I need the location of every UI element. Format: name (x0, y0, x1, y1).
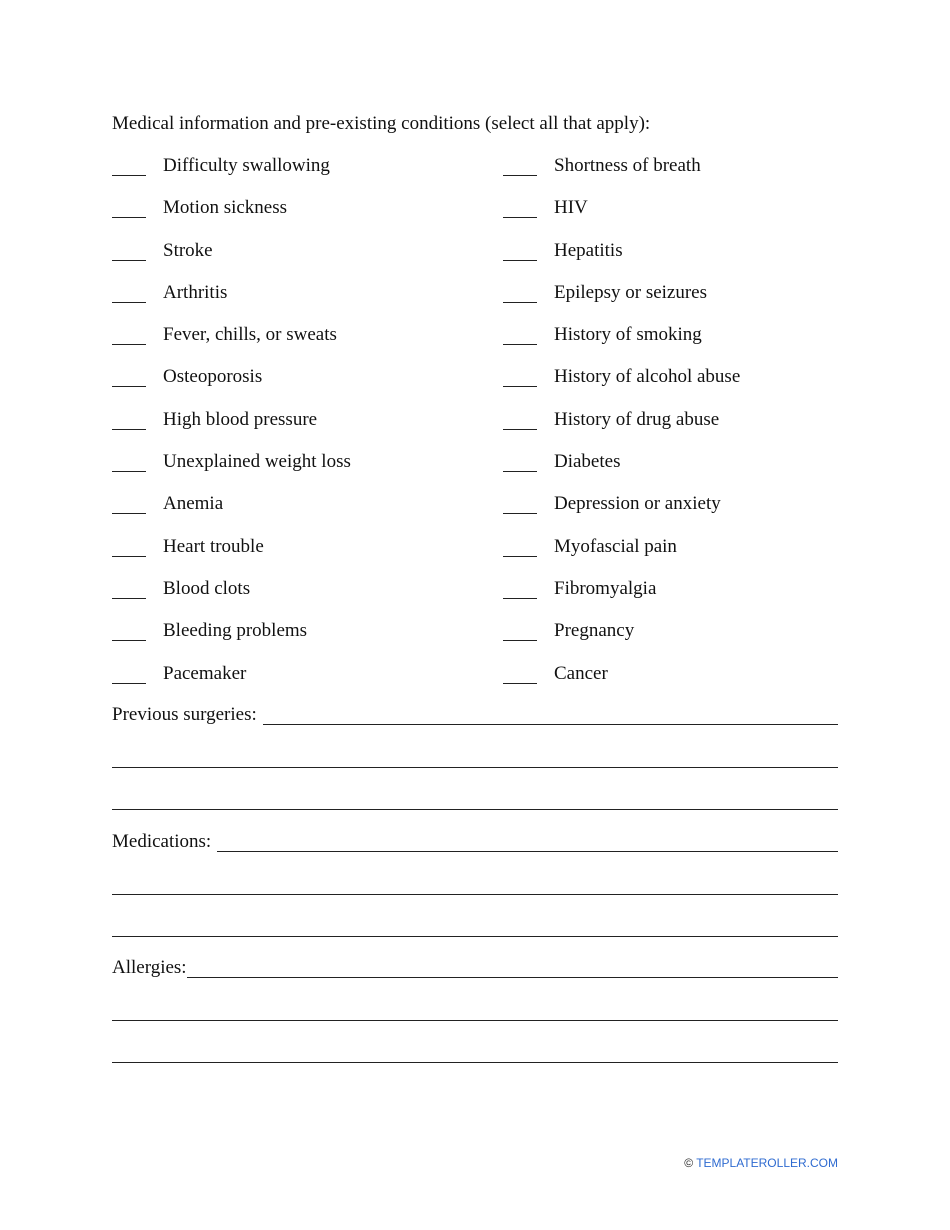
condition-item (112, 365, 492, 407)
condition-item (503, 154, 883, 196)
condition-label: Blood clots (163, 577, 251, 599)
checkbox-blank[interactable] (503, 640, 537, 641)
checkbox-blank[interactable] (112, 683, 146, 684)
checkbox-blank[interactable] (112, 513, 146, 514)
condition-label: Epilepsy or seizures (554, 281, 708, 303)
condition-label: Pacemaker (163, 662, 247, 684)
condition-label: Stroke (163, 239, 213, 261)
checkbox-blank[interactable] (503, 683, 537, 684)
checkbox-blank[interactable] (112, 175, 146, 176)
condition-label: Hepatitis (554, 239, 623, 261)
allergies-line-2[interactable] (112, 1020, 838, 1021)
condition-label: History of alcohol abuse (554, 366, 741, 388)
condition-item (503, 619, 883, 661)
condition-label: Fibromyalgia (554, 577, 657, 599)
checkbox-blank[interactable] (503, 471, 537, 472)
condition-item (112, 535, 492, 577)
allergies-line-3[interactable] (112, 1062, 838, 1063)
condition-item (112, 154, 492, 196)
condition-item (112, 239, 492, 281)
condition-item (112, 323, 492, 365)
medications-line-3[interactable] (112, 936, 838, 937)
previous-surgeries-line[interactable] (263, 703, 838, 725)
allergies-line[interactable] (187, 956, 838, 978)
condition-label: Arthritis (163, 281, 228, 303)
templateroller-link[interactable]: TEMPLATEROLLER.COM (696, 1156, 838, 1170)
checkbox-blank[interactable] (112, 260, 146, 261)
checkbox-blank[interactable] (112, 344, 146, 345)
checkbox-blank[interactable] (503, 429, 537, 430)
checkbox-blank[interactable] (112, 598, 146, 599)
condition-item (112, 492, 492, 534)
checkbox-blank[interactable] (112, 302, 146, 303)
checkbox-blank[interactable] (503, 302, 537, 303)
checkbox-blank[interactable] (112, 429, 146, 430)
condition-item (112, 577, 492, 619)
condition-item (503, 408, 883, 450)
condition-item (503, 196, 883, 238)
condition-item (112, 281, 492, 323)
condition-item (503, 239, 883, 281)
condition-label: History of drug abuse (554, 408, 720, 430)
allergies-label: Allergies: (112, 957, 187, 978)
footer-credit (684, 1156, 838, 1170)
condition-label: Pregnancy (554, 620, 635, 642)
medications-line-2[interactable] (112, 894, 838, 895)
condition-label: Difficulty swallowing (163, 155, 330, 176)
checkbox-blank[interactable] (503, 344, 537, 345)
condition-label: Cancer (554, 662, 608, 684)
checkbox-blank[interactable] (112, 386, 146, 387)
condition-item (112, 450, 492, 492)
checkbox-blank[interactable] (503, 598, 537, 599)
condition-item (503, 323, 883, 365)
checkbox-blank[interactable] (503, 217, 537, 218)
condition-label: History of smoking (554, 324, 702, 346)
medications-row (112, 830, 838, 856)
checkbox-blank[interactable] (112, 217, 146, 218)
condition-item (503, 281, 883, 323)
conditions-column-right (503, 154, 883, 704)
condition-label: Osteoporosis (163, 366, 263, 388)
medications-line[interactable] (217, 830, 838, 852)
condition-label: Unexplained weight loss (163, 451, 351, 473)
copyright-symbol: © (684, 1156, 694, 1170)
condition-label: HIV (554, 197, 588, 219)
condition-item (112, 662, 492, 704)
conditions-column-left (112, 154, 492, 704)
condition-item (503, 450, 883, 492)
checkbox-blank[interactable] (112, 640, 146, 641)
condition-label: Myofascial pain (554, 535, 677, 557)
condition-label: Depression or anxiety (554, 493, 721, 515)
condition-label: Fever, chills, or sweats (163, 324, 337, 346)
checkbox-blank[interactable] (503, 513, 537, 514)
condition-label: Shortness of breath (554, 155, 701, 176)
checkbox-blank[interactable] (112, 556, 146, 557)
previous-surgeries-row (112, 703, 838, 729)
condition-item (503, 365, 883, 407)
condition-item (112, 408, 492, 450)
condition-item (503, 577, 883, 619)
checkbox-blank[interactable] (503, 386, 537, 387)
previous-surgeries-line-3[interactable] (112, 809, 838, 810)
previous-surgeries-label: Previous surgeries: (112, 704, 257, 725)
condition-label: Motion sickness (163, 197, 288, 219)
condition-label: Bleeding problems (163, 620, 308, 642)
condition-item (112, 619, 492, 661)
condition-label: High blood pressure (163, 408, 318, 430)
allergies-row (112, 956, 838, 982)
condition-label: Diabetes (554, 451, 621, 473)
conditions-intro: Medical information and pre-existing conditions (select all that apply): (112, 113, 651, 134)
checkbox-blank[interactable] (112, 471, 146, 472)
condition-label: Anemia (163, 493, 224, 515)
checkbox-blank[interactable] (503, 175, 537, 176)
condition-item (112, 196, 492, 238)
checkbox-blank[interactable] (503, 260, 537, 261)
previous-surgeries-line-2[interactable] (112, 767, 838, 768)
condition-item (503, 492, 883, 534)
condition-label: Heart trouble (163, 535, 264, 557)
condition-item (503, 662, 883, 704)
checkbox-blank[interactable] (503, 556, 537, 557)
medications-label: Medications: (112, 831, 212, 852)
condition-item (503, 535, 883, 577)
